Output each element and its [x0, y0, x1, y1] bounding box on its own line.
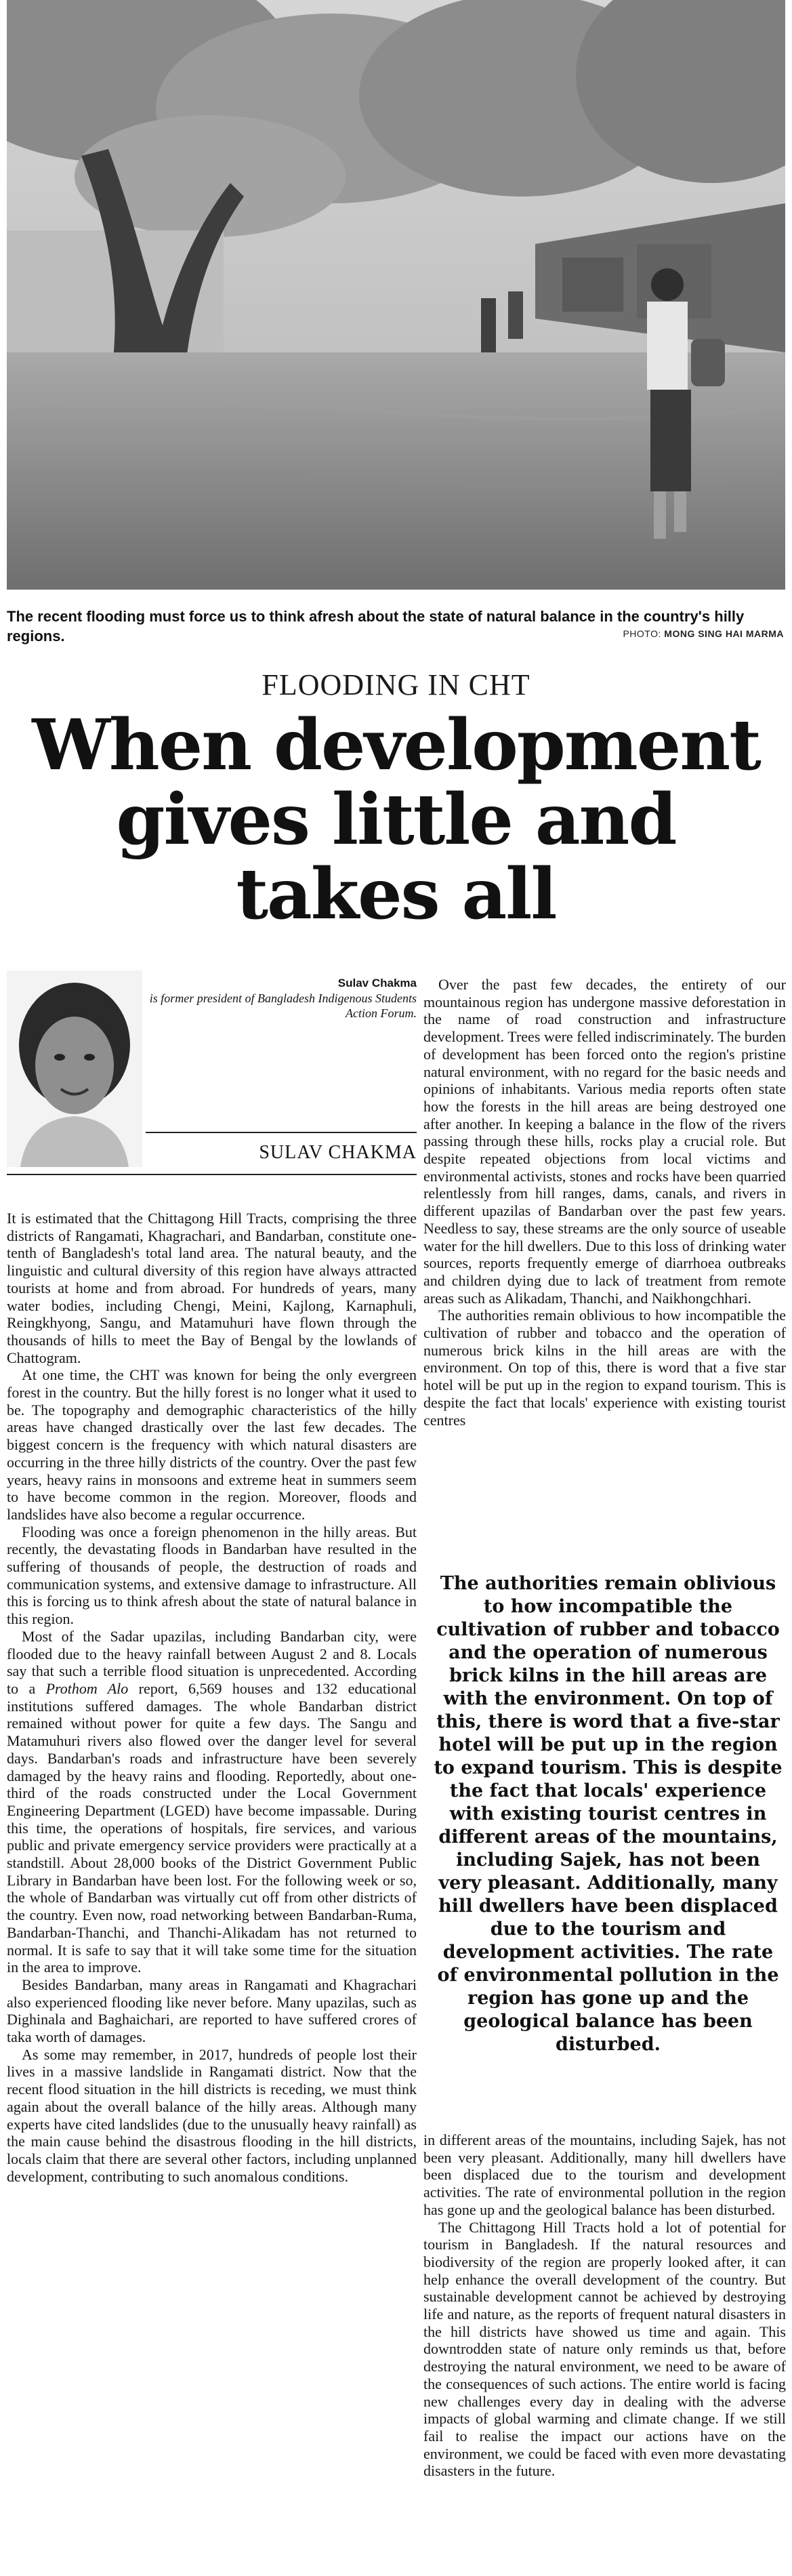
- photo-credit: [623, 628, 784, 639]
- paragraph: At one time, the CHT was known for being the only evergreen forest in the country. But the hilly forest is no longer what it used to be. The topography and demographic characteristics of the hilly areas have changed drastically over the last few decades. The biggest concern is the frequency with which natural disasters are occurring in the three hilly districts of the country. Over the past few years, heavy rains in monsoons and extreme heat in summers seem to have become common in the region. Moreover, floods and landslides have also become a regular occurrence.: [7, 1366, 417, 1523]
- paragraph: The Chittagong Hill Tracts hold a lot of potential for tourism in Bangladesh. If the natural resources and biodiversity of the region are properly looked after, it can help enhance the overall development of the country. But sustainable development cannot be achieved by destroying life and nature, as the reports of frequent natural disasters in the hill districts have showed us time and again. This downtrodden state of nature only reminds us that, before destroying the natural environment, we need to be aware of the consequences of such actions. The entire world is facing new challenges every day in dealing with the adverse impacts of global warming and climate change. If we still fail to realise the impact our actions have on the environment, we could be faced with even more devastating disasters in the future.: [423, 2218, 786, 2480]
- paragraph: It is estimated that the Chittagong Hill Tracts, comprising the three districts of Rangamati, Khagrachari, and Bandarban, constitute one-tenth of Bangladesh's total land area. The natural beauty, and the linguistic and cultural diversity of this region have always attracted tourists at home and from abroad. For hundreds of years, many water bodies, including Chengi, Meini, Kajlong, Karnaphuli, Reingkhyong, Sangu, and Matamuhuri have flown through the thousands of hills to meet the Bay of Bengal by the lowlands of Chattogram.: [7, 1210, 417, 1366]
- pull-quote: The authorities remain oblivious to how incompatible the cultivation of rubber and tobacco and the operation of numerous brick kilns in the hill areas are with the environment. On top of this, there is word that a five-star hotel will be put up in the region to expand tourism. This is despite the fact that locals' experience with existing tourist centres in different areas of the mountains, including Sajek, has not been very pleasant. Additionally, many hill dwellers have been displaced due to the tourism and development activities. The rate of environmental pollution in the region has gone up and the geological balance has been disturbed.: [434, 1573, 783, 2055]
- paragraph: [7, 1628, 417, 1976]
- paragraph: Besides Bandarban, many areas in Rangamati and Khagrachari also experienced flooding like never before. Many upazilas, such as Dighinala and Baghaichari, are reported to have suffered crores of taka worth of damages.: [7, 1976, 417, 2046]
- paragraph: As some may remember, in 2017, hundreds of people lost their lives in a massive landslide in Rangamati district. Now that the recent flood situation in the hill districts is receding, we must think again about the overall balance of the hilly areas. Although many experts have cited landslides (due to the unusually heavy rainfall) as the main cause behind the disastrous flooding in the hill districts, locals claim that there are several other factors, including unplanned development, contributing to such anomalous conditions.: [7, 2045, 417, 2185]
- author-divider: [7, 1174, 417, 1175]
- photo-credit-name: MONG SING HAI MARMA: [664, 628, 784, 639]
- paragraph: in different areas of the mountains, including Sajek, has not been very pleasant. Additionally, many hill dwellers have been displaced due to the tourism and development activities. The rate of environmental pollution in the region has gone up and the geological balance has been disturbed.: [423, 2131, 786, 2218]
- publication-name: Prothom Alo: [45, 1679, 129, 1697]
- author-name: Sulav Chakma: [337, 977, 417, 989]
- article-column-left: [7, 1210, 417, 2185]
- author-bio: is former president of Bangladesh Indigenous Students Action Forum.: [149, 991, 417, 1020]
- headline-line-3: takes all: [236, 853, 556, 935]
- byline: SULAV CHAKMA: [259, 1142, 417, 1163]
- article-column-right-top: [423, 976, 786, 1429]
- article-column-right-bottom: [423, 2131, 786, 2480]
- photo-caption: The recent flooding must force us to think afresh about the state of natural balance in the country's hilly regions.: [7, 608, 745, 645]
- paragraph: Over the past few decades, the entirety of our mountainous region has undergone massive deforestation in the name of road construction and infrastructure development. Trees were felled indiscriminately. The burden of development has been forced onto the region's pristine natural environment, with no regard for the basic needs and opinions of inhabitants. Various media reports often state how the forests in the hill areas are being destroyed one after another. In keeping a balance in the flow of the rivers passing through these hills, rocks play a crucial role. But despite repeated objections from local victims and environmental activists, stones and rocks have been quarried relentlessly from hill ranges, dams, canals, and rivers in different upazilas of Bandarban over the past few years. Needless to say, these streams are the only source of useable water for the hill dwellers. Due to this loss of drinking water sources, reports frequently emerge of diarrhoea outbreaks and children dying due to lack of treatment from remote areas such as Alikadam, Thanchi, and Naikhongchhari.: [423, 976, 786, 1307]
- flood-photo: [7, 0, 785, 590]
- section-kicker: FLOODING IN CHT: [262, 668, 530, 701]
- author-info: [146, 976, 417, 1021]
- byline-rule: [146, 1132, 417, 1133]
- paragraph: The authorities remain oblivious to how incompatible the cultivation of rubber and tobacco and the operation of numerous brick kilns in the hill areas are with the environment. On top of this, there is word that a five star hotel will be put up in the region to expand tourism. This is despite the fact that locals' experience with existing tourist centres: [423, 1307, 786, 1429]
- headline-line-1: When development: [32, 704, 760, 786]
- flood-photo-illustration: [7, 0, 785, 590]
- paragraph: Flooding was once a foreign phenomenon in the hilly areas. But recently, the devastating floods in Bandarban have resulted in the suffering of thousands of people, the destruction of roads and communication systems, and extensive damage to infrastructure. All this is forcing us to think afresh about the state of natural balance in this region.: [7, 1523, 417, 1628]
- photo-credit-label: PHOTO:: [623, 628, 661, 639]
- author-photo: [7, 970, 142, 1167]
- paragraph-text: Most of the Sadar upazilas, including Bandarban city, were flooded due to the heavy rainfall between August 2 and 8. Locals say that such a terrible flood situation is unprecedented. According to a: [7, 1627, 417, 1697]
- paragraph-text: report, 6,569 houses and 132 educational institutions suffered damages. The whole Bandarban district remained without power for quite a few days. The Sangu and Matamuhuri rivers also flowed over the danger level for several days. Bandarban's roads and infrastructure have been severely damaged by the heavy rains and flooding. Reportedly, about one-third of the roads constructed under the Local Government Engineering Department (LGED) have become impassable. During this time, the operations of hospitals, fire services, and various public and private emergency service providers were practically at a standstill. About 28,000 books of the District Government Public Library in Bandarban have been lost. For the following week or so, the whole of Bandarban was virtually cut off from other districts of the country. Even now, road networking between Bandarban-Ruma, Bandarban-Thanchi, and Thanchi-Alikadam has not returned to normal. It is safe to say that it will take some time for the situation in the area to improve.: [7, 1679, 417, 1976]
- headline-line-2: gives little and: [116, 779, 676, 861]
- headline: [0, 704, 792, 935]
